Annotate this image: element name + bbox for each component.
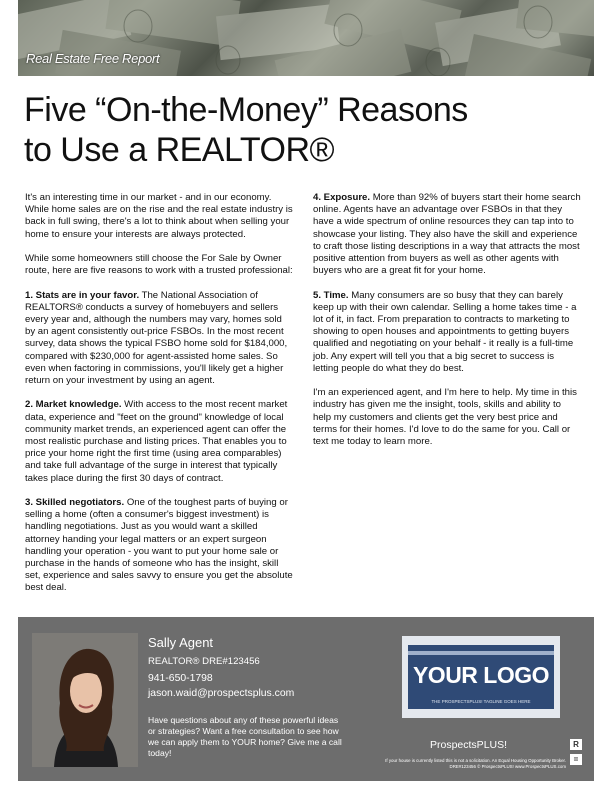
reason-heading: 2. Market knowledge. xyxy=(25,399,122,411)
reason-paragraph xyxy=(313,290,581,375)
reason-heading: 4. Exposure. xyxy=(313,192,371,203)
realtor-icon: R xyxy=(570,739,582,750)
reason-text: With access to the most recent market data, experience and "feet on the ground" knowledge of local community market trends, an experienced agent can offer the most realistic purchase and listing prices. That enables you to price your home right the first time (using area comparables) and take full advantage of the surge in interest that typically takes place during the first 30 days of contract. xyxy=(25,399,288,484)
agent-photo xyxy=(32,633,138,767)
report-label: Real Estate Free Report xyxy=(26,51,160,66)
page-title xyxy=(24,90,588,170)
logo-plate xyxy=(408,645,554,709)
logo-stripe xyxy=(408,651,554,655)
reason-text: One of the toughest parts of buying or selling a home (often a consumer's biggest investment) is handling negotiations. Just as you would want a skilled attorney handing your legal matters or an expert surgeon handling your operation - you want to put your home sale or purchase in the hands of someone who has the insight, skill set, experience and sales savvy to ensure you get the absolute best deal. xyxy=(25,497,293,594)
article-column-left xyxy=(25,192,293,607)
title-line-2: to Use a REALTOR® xyxy=(24,131,335,169)
reason-paragraph xyxy=(25,497,293,595)
reason-heading: 1. Stats are in your favor. xyxy=(25,289,140,301)
closing-paragraph: I'm an experienced agent, and I'm here to help. My time in this industry has given me the insight, tools, skills and ability to help my customers and clients get the very best price and terms for their homes. I'd love to do the same for you. Call or text me today to learn more. xyxy=(313,387,577,448)
company-logo xyxy=(402,636,560,718)
reason-text: The National Association of REALTORS® conducts a survey of homebuyers and sellers every year and, although the numbers may vary, homes sold by an agent consistently out-price FSBOs. In the most recent survey, data shows the typical FSBO home sold for $184,000, compared with $230,000 for agent-assisted home sales. So even when factoring in commissions, you'll likely get a higher return on your investment by using an agent. xyxy=(25,289,288,387)
agent-name: Sally Agent xyxy=(148,635,214,650)
agent-email[interactable]: jason.waid@prospectsplus.com xyxy=(148,688,295,699)
reason-text: More than 92% of buyers start their home search online. Agents have an advantage over FSBOs in that they have a wide spectrum of online resources they can tap into to showcase your listing. They also have the skill and experience to craft those listing descriptions in a way that attracts the most positive attention from buyers as well as other agents with buyers who are a great fit for your home. xyxy=(313,192,581,277)
reason-paragraph xyxy=(25,290,293,388)
logo-text: YOUR LOGO xyxy=(412,662,550,688)
agent-footer xyxy=(18,617,594,781)
reason-heading: 3. Skilled negotiators. xyxy=(25,497,125,509)
header-banner xyxy=(18,0,594,76)
agent-license: REALTOR® DRE#123456 xyxy=(148,656,260,667)
article-column-right xyxy=(313,192,581,460)
equal-housing-icon: = xyxy=(570,754,582,765)
logo-tagline: THE PROSPECTSPLUS! TAGLINE GOES HERE xyxy=(431,699,531,704)
brokerage-name: ProspectsPLUS! xyxy=(430,739,508,751)
intro-paragraph: It's an interesting time in our market - and in our economy. While home sales are on the rise and the real estate industry is back in full swing, there's a lot to think about when selling your home to ensure your interests are always protected. xyxy=(25,192,293,240)
intro-paragraph: While some homeowners still choose the For Sale by Owner route, here are five reasons to work with a trusted professional: xyxy=(25,253,293,277)
agent-message: Have questions about any of these powerful ideas or strategies? Want a free consultation to see how we can apply them to YOUR home? Give me a call today! xyxy=(148,715,342,758)
reason-paragraph xyxy=(25,399,293,484)
agent-phone[interactable]: 941-650-1798 xyxy=(148,673,213,684)
reason-heading: 5. Time. xyxy=(313,289,349,301)
title-line-1: Five “On-the-Money” Reasons xyxy=(24,91,468,129)
agent-portrait-image xyxy=(32,633,138,767)
reason-text: Many consumers are so busy that they can barely keep up with their own calendar. Selling a home takes time - a lot of it, in fact. From preparation to contracts to marketing to showing to open houses and appointments to getting buyers qualified and negotiating on your behalf - it really is a full-time job. Any expert will tell you that a big secret to success is letting people do what they do best. xyxy=(313,289,577,374)
reason-paragraph xyxy=(313,192,581,277)
legal-disclaimer: If your house is currently listed this is not a solicitation. An Equal Housing Opportunity Broker. DRE#123456 © ProspectsPLUS! www.ProspectsPLUS.com xyxy=(385,758,566,769)
